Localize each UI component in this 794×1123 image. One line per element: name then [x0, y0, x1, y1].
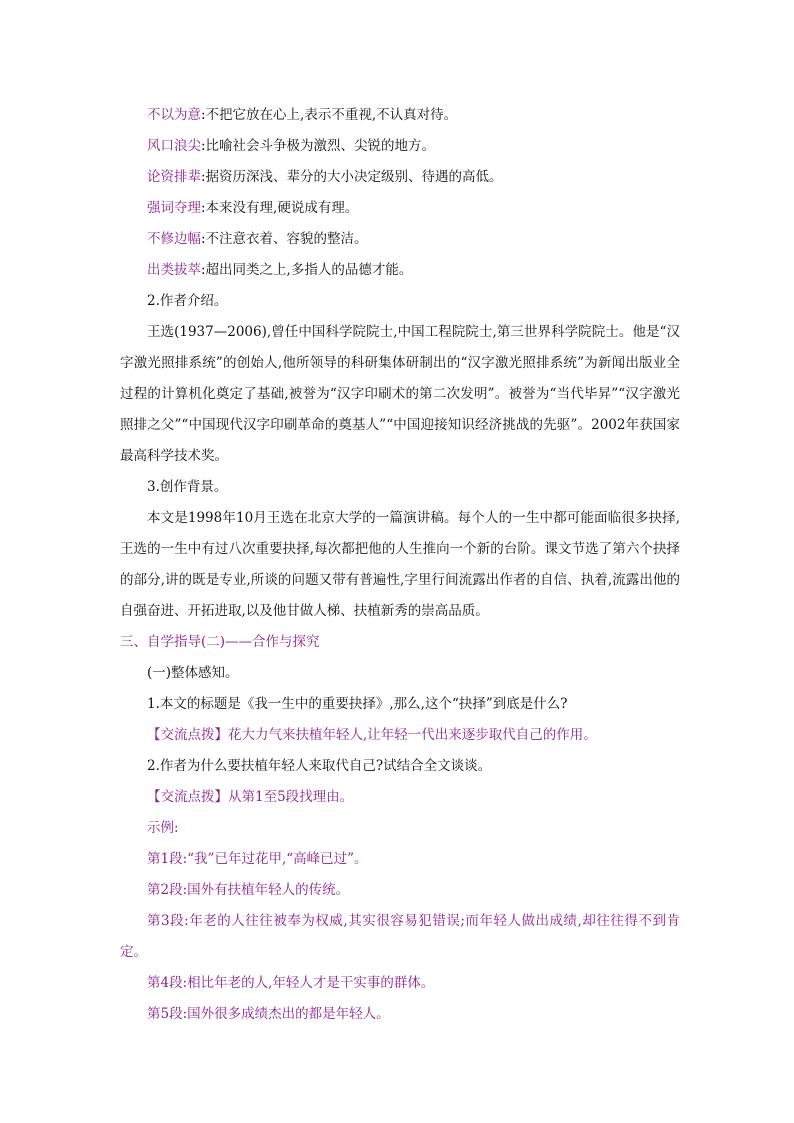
definition-item: [120, 162, 680, 193]
definition-item: [120, 193, 680, 224]
answer-1: 【交流点拨】花大力气来扶植年轻人,让年轻一代出来逐步取代自己的作用。: [147, 727, 597, 743]
definition-term: 强词夺理: [147, 200, 201, 216]
example-item: 第4段:相比年老的人,年轻人才是干实事的群体。: [147, 975, 435, 991]
definition-text: :超出同类之上,多指人的品德才能。: [201, 262, 413, 278]
subsection-heading: (一)整体感知。: [147, 665, 239, 681]
answer-2: 【交流点拨】从第1至5段找理由。: [147, 789, 354, 805]
author-paragraph: 王选(1937—2006),曾任中国科学院院士,中国工程院院士,第三世界科学院院士。他是“汉字激光照排系统”的创始人,他所领导的科研集体研制出的“汉字激光照排系统”为新闻出版业全过程的计算机化奠定了基础,被誉为“汉字印刷术的第二次发明”。被誉为“当代毕昇”“汉字激光照排之父”“中国现代汉字印刷革命的奠基人”“中国迎接知识经济挑战的先驱”。2002年获国家最高科学技术奖。: [120, 324, 680, 464]
document-content: [120, 100, 680, 1030]
definition-item: [120, 100, 680, 131]
definition-term: 风口浪尖: [147, 138, 201, 154]
question-1: 1.本文的标题是《我一生中的重要抉择》,那么,这个“抉择”到底是什么?: [147, 696, 568, 712]
background-heading: 3.创作背景。: [147, 479, 228, 495]
author-heading: 2.作者介绍。: [147, 293, 228, 309]
example-label: 示例:: [147, 820, 179, 836]
section-title: 三、自学指导(二)——合作与探究: [120, 634, 320, 650]
definition-text: :不注意衣着、容貌的整洁。: [201, 231, 368, 247]
definition-text: :比喻社会斗争极为激烈、尖锐的地方。: [201, 138, 436, 154]
definition-text: :据资历深浅、辈分的大小决定级别、待遇的高低。: [201, 169, 503, 185]
definition-term: 论资排辈: [147, 169, 201, 185]
definition-term: 出类拔萃: [147, 262, 201, 278]
definition-item: [120, 131, 680, 162]
definition-item: [120, 255, 680, 286]
definition-text: :不把它放在心上,表示不重视,不认真对待。: [201, 107, 458, 123]
example-item: 第5段:国外很多成绩杰出的都是年轻人。: [147, 1006, 390, 1022]
definition-item: [120, 224, 680, 255]
definition-text: :本来没有理,硬说成有理。: [201, 200, 359, 216]
example-item: 第2段:国外有扶植年轻人的传统。: [147, 882, 350, 898]
definition-term: 不以为意: [147, 107, 201, 123]
background-paragraph: 本文是1998年10月王选在北京大学的一篇演讲稿。每个人的一生中都可能面临很多抉择,王选的一生中有过八次重要抉择,每次都把他的人生推向一个新的台阶。课文节选了第六个抉择的部分,讲的既是专业,所谈的问题又带有普遍性,字里行间流露出作者的自信、执着,流露出他的自强奋进、开拓进取,以及他甘做人梯、扶植新秀的崇高品质。: [120, 510, 680, 619]
definition-term: 不修边幅: [147, 231, 201, 247]
example-item: 第3段:年老的人往往被奉为权威,其实很容易犯错误;而年轻人做出成绩,却往往得不到肯定。: [120, 913, 680, 960]
question-2: 2.作者为什么要扶植年轻人来取代自己?试结合全文谈谈。: [147, 758, 492, 774]
example-item: 第1段:“我”已年过花甲,“高峰已过”。: [147, 851, 368, 867]
